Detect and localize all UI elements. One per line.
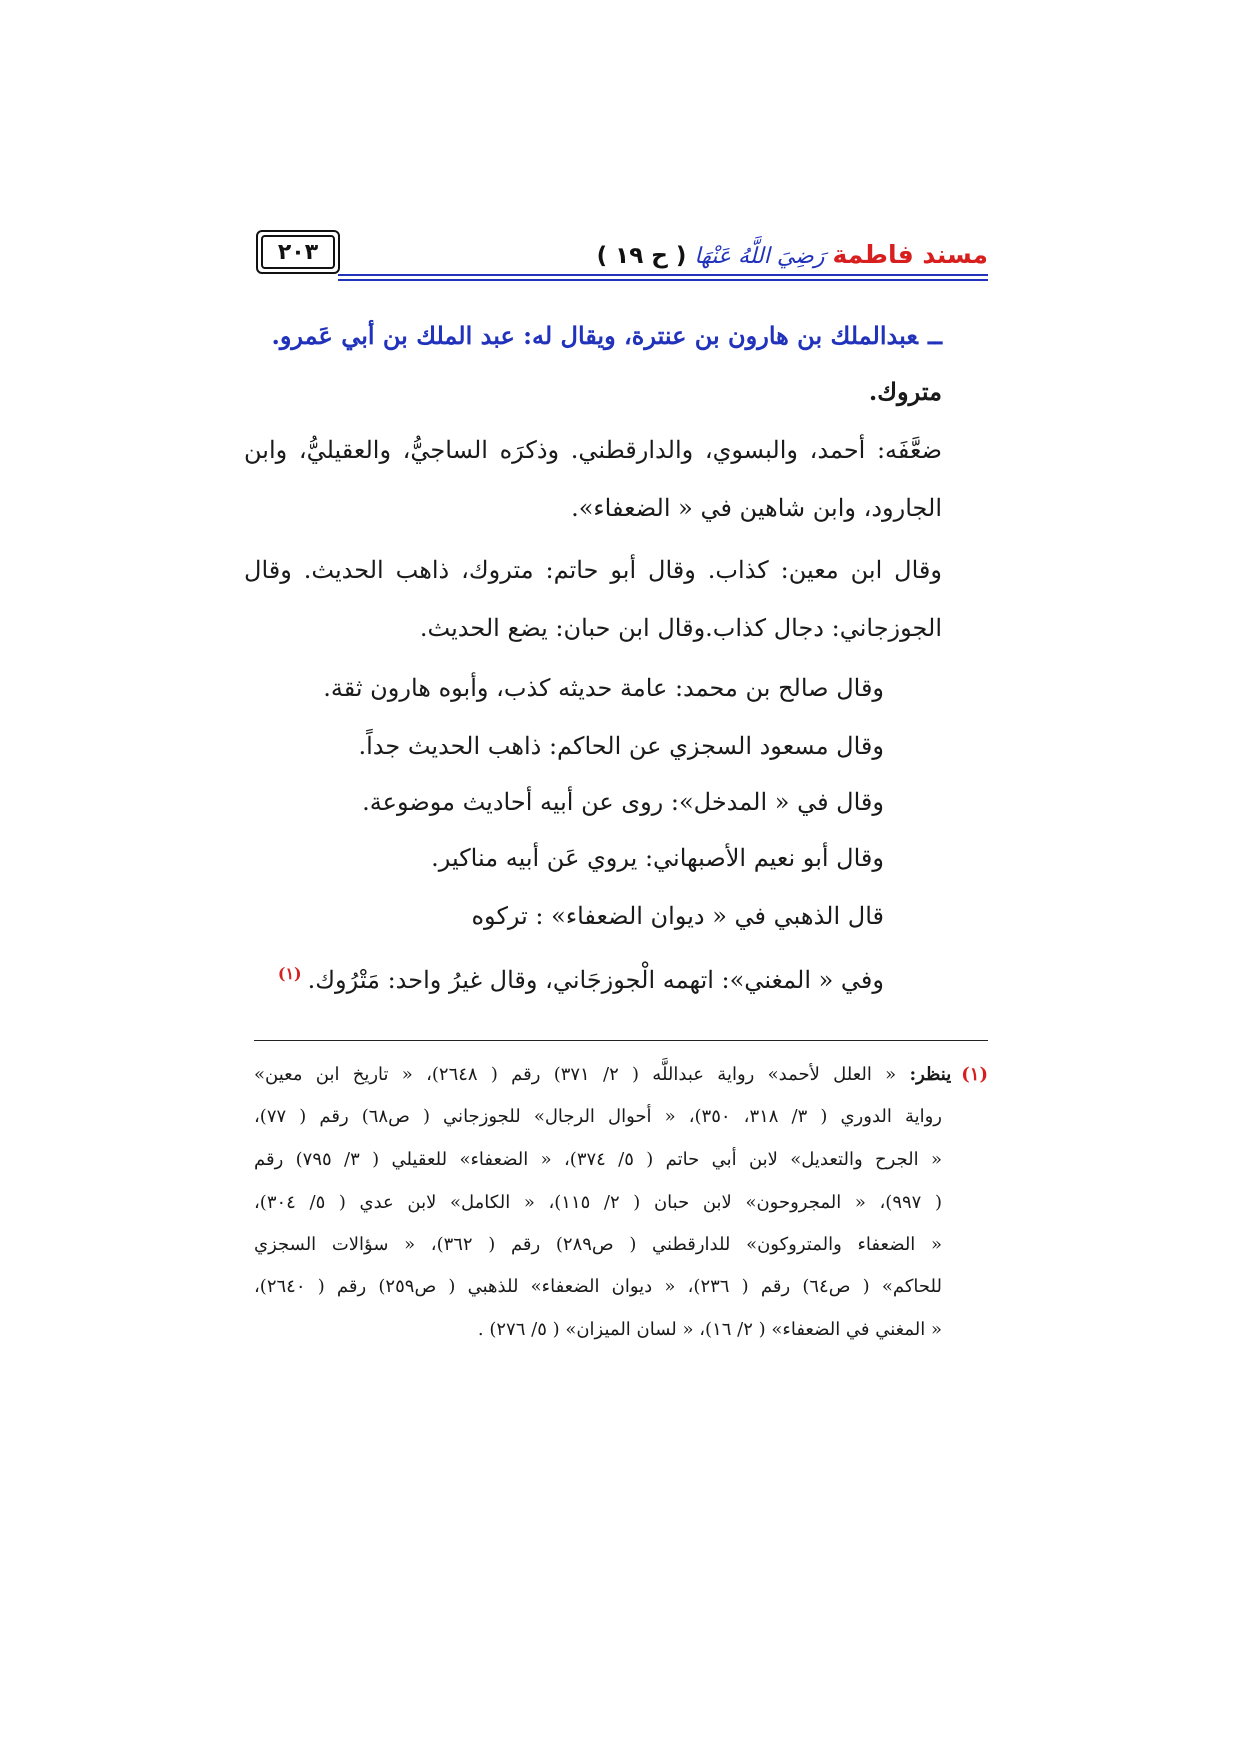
footnote-line: « المغني في الضعفاء» ( ٢/ ١٦)، « لسان الميزان» ( ٥/ ٢٧٦) . [477, 1319, 942, 1340]
page-number-frame [256, 230, 340, 274]
quote-line: وقال مسعود السجزي عن الحاكم: ذاهب الحديث جداً. [358, 732, 884, 760]
footnote-line: « الضعفاء والمتروكون» للدارقطني ( ص٢٨٩) رقم ( ٣٦٢)، « سؤالات السجزي [254, 1234, 942, 1255]
header-title-group [597, 240, 988, 269]
paragraph-line: الجارود، وابن شاهين في « الضعفاء». [571, 494, 942, 522]
quote-text: وفي « المغني»: اتهمه الْجوزجَاني، وقال غيرُ واحد: مَتْرُوك. [307, 966, 884, 994]
entry-verdict: متروك. [868, 377, 942, 406]
footnote-reference[interactable]: (١) [277, 964, 302, 983]
footnote-separator [254, 1040, 988, 1041]
quote-line: قال الذهبي في « ديوان الضعفاء» : تركوه [471, 902, 884, 930]
header-chapter: ( ح ١٩ ) [596, 243, 687, 269]
quote-line [278, 956, 884, 998]
quote-line: وقال أبو نعيم الأصبهاني: يروي عَن أبيه مناكير. [431, 844, 884, 872]
header-rule-double [338, 279, 988, 281]
footnote-text: « العلل لأحمد» رواية عبداللَّه ( ٢/ ٣٧١) رقم ( ٢٦٤٨)، « تاريخ ابن معين» [254, 1064, 897, 1085]
entry-heading [271, 318, 942, 354]
paragraph-line: ضعَّفَه: أحمد، والبسوي، والدارقطني. وذكرَه الساجيُّ، والعقيليُّ، وابن [244, 436, 942, 464]
footnote-line: للحاكم» ( ص٦٤) رقم ( ٢٣٦)، « ديوان الضعفاء» للذهبي ( ص٢٥٩) رقم ( ٢٦٤٠)، [254, 1276, 942, 1297]
footnote-lead: ينظر: [909, 1064, 952, 1085]
header-rule [338, 274, 988, 276]
paragraph-line: الجوزجاني: دجال كذاب.وقال ابن حبان: يضع الحديث. [419, 614, 942, 642]
quote-line: وقال في « المدخل»: روى عن أبيه أحاديث موضوعة. [362, 788, 884, 816]
paragraph-line: وقال ابن معين: كذاب. وقال أبو حاتم: متروك، ذاهب الحديث. وقال [244, 556, 942, 584]
entry-heading-text: عبدالملك بن هارون بن عنترة، ويقال له: عبد الملك بن أبي عَمرو. [271, 321, 918, 350]
footnote-line: ( ٩٩٧)، « المجروحون» لابن حبان ( ٢/ ١١٥)، « الكامل» لابن عدي ( ٥/ ٣٠٤)، [254, 1192, 943, 1213]
footnote-line: رواية الدوري ( ٣/ ٣١٨، ٣٥٠)، « أحوال الرجال» للجوزجاني ( ص٦٨) رقم ( ٧٧)، [254, 1106, 942, 1127]
header-title: مسند فاطمة [832, 240, 988, 269]
footnote-line [254, 1060, 988, 1090]
footnote-marker: (١) [961, 1064, 988, 1085]
page-number: ٢٠٣ [277, 239, 319, 265]
quote-line: وقال صالح بن محمد: عامة حديثه كذب، وأبوه هارون ثقة. [323, 674, 884, 702]
page-header [252, 230, 988, 288]
header-honorific: رَضِيَ اللَّهُ عَنْهَا [694, 244, 825, 269]
footnote-line: « الجرح والتعديل» لابن أبي حاتم ( ٥/ ٣٧٤)، « الضعفاء» للعقيلي ( ٣/ ٧٩٥) رقم [254, 1149, 943, 1170]
entry-dash: ــ [927, 321, 942, 350]
